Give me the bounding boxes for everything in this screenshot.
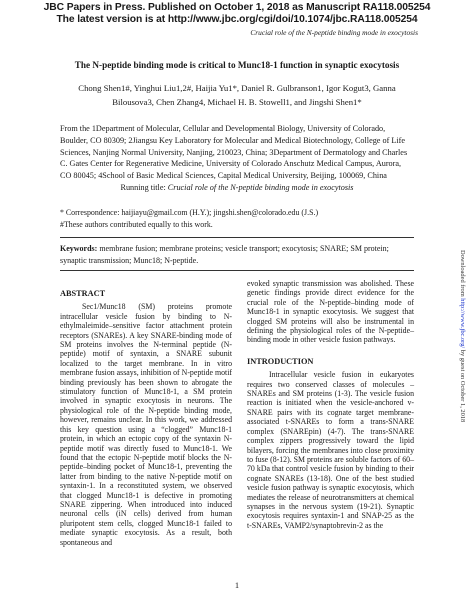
divider-bottom bbox=[60, 270, 414, 271]
sidebar-prefix: Downloaded from bbox=[459, 250, 466, 299]
author-list: Chong Shen1#, Yinghui Liu1,2#, Haijia Yu1*, Daniel R. Gulbranson1, Igor Kogut3, Ganna Bilousova3, Chen Zhang4, Michael H. B. Stowell1, and Jingshi Shen1* bbox=[78, 83, 396, 107]
divider-top bbox=[60, 237, 414, 238]
correspondence: * Correspondence: haijiayu@gmail.com (H.Y.); jingshi.shen@colorado.edu (J.S.) bbox=[60, 208, 319, 217]
abstract-column bbox=[60, 289, 232, 547]
banner-line-2: The latest version is at http://www.jbc.org/cgi/doi/10.1074/jbc.RA118.005254 bbox=[56, 14, 418, 25]
correspondence-block bbox=[60, 207, 414, 231]
right-column bbox=[247, 279, 414, 530]
paper-title: The N-peptide binding mode is critical to Munc18-1 function in synaptic exocytosis bbox=[74, 60, 400, 70]
abstract-text: Sec1/Munc18 (SM) proteins promote intracellular vesicle fusion by binding to N-ethylmaleimide–sensitive factor attachment protein receptors (SNAREs). A key SNARE-binding mode of SM proteins involves the N-terminal peptide (N-peptide) motif of syntaxin, a SNARE subunit localized to the target membrane. In in vitro membrane fusion assays, inhibition of N-peptide motif binding previously has been shown to abrogate the stimulatory function of Munc18-1, a SM protein involved in synaptic exocytosis in neurons. The physiological role of the N-peptide binding mode, however, remains unclear. In this work, we addressed this key question using a “clogged” Munc18-1 protein, in which an ectopic copy of the syntaxin N-peptide motif was directly fused to Munc18-1. We found that the ectopic N-peptide motif blocks the N-peptide–binding pocket of Munc18-1, preventing the latter from binding to the native N-peptide motif on syntaxin-1. In a reconstituted system, we observed that clogged Munc18-1 is defective in promoting SNARE zippering. When introduced into induced neuronal cells (iN cells) derived from human pluripotent stem cells, clogged Munc18-1 failed to mediate synaptic exocytosis. As a result, both spontaneous and bbox=[60, 302, 232, 547]
download-sidebar bbox=[456, 250, 470, 580]
running-title-text: Crucial role of the N-peptide binding mode in exocytosis bbox=[167, 183, 354, 192]
sidebar-suffix: by guest on October 1, 2018 bbox=[459, 349, 466, 423]
keywords-label: Keywords: bbox=[60, 244, 98, 253]
running-title-label: Running title: bbox=[120, 183, 166, 192]
running-head: Crucial role of the N-peptide binding mode in exocytosis bbox=[250, 28, 418, 37]
page-number: 1 bbox=[234, 580, 240, 590]
equal-contribution-note: #These authors contributed equally to this work. bbox=[60, 220, 213, 229]
abstract-heading: ABSTRACT bbox=[60, 289, 106, 298]
affiliations: From the 1Department of Molecular, Cellular and Developmental Biology, University of Colorado, Boulder, CO 80309; 2Jiangsu Key Laboratory for Molecular and Medical Biotechnology, College of Life Sciences, Nanjing Normal University, Nanjing, 210023, China; 3Department of Dermatology and Charles C. Gates Center for Regenerative Medicine, University of Colorado Anschutz Medical Campus, Aurora, CO 80045; 4School of Basic Medical Sciences, Capital Medical University, Beijing, 100069, China bbox=[60, 124, 408, 181]
keywords-text: membrane fusion; membrane proteins; vesicle transport; exocytosis; SNARE; SM protein; synaptic transmission; Munc18; N-peptide. bbox=[60, 244, 389, 265]
running-title bbox=[0, 183, 474, 192]
introduction-text: Intracellular vesicle fusion in eukaryotes requires two conserved classes of molecules – SNAREs and SM proteins (1-3). The vesicle fusion reaction is initiated when the vesicle-anchored v-SNARE pairs with its cognate target membrane-associated t-SNAREs to form a trans-SNARE complex (SNAREpin) (4-7). The trans-SNARE complex zippers progressively toward the lipid bilayers, forcing the membranes into close proximity to fuse (8-12). SM proteins are soluble factors of 60–70 kDa that control vesicle fusion by binding to their cognate SNAREs (13-18). One of the best studied vesicle fusion pathway is synaptic exocytosis, which mediates the release of neurotransmitters at chemical synapses in the nervous system (19-21). Synaptic exocytosis requires syntaxin-1 and SNAP-25 as the t-SNAREs, VAMP2/synaptobrevin-2 as the bbox=[247, 370, 414, 530]
sidebar-link[interactable]: http://www.jbc.org/ bbox=[459, 298, 466, 350]
abstract-continuation: evoked synaptic transmission was abolished. These genetic findings provide direct evidence for the crucial role of the N-peptide–binding mode of Munc18-1 in synaptic exocytosis. We suggest that clogged SM proteins will also be instrumental in defining the physiological roles of the N-peptide–binding mode in other vesicle fusion pathways. bbox=[247, 279, 414, 345]
keywords bbox=[60, 243, 414, 266]
banner-line-1: JBC Papers in Press. Published on October 1, 2018 as Manuscript RA118.005254 bbox=[43, 2, 431, 13]
introduction-heading: INTRODUCTION bbox=[247, 356, 314, 366]
